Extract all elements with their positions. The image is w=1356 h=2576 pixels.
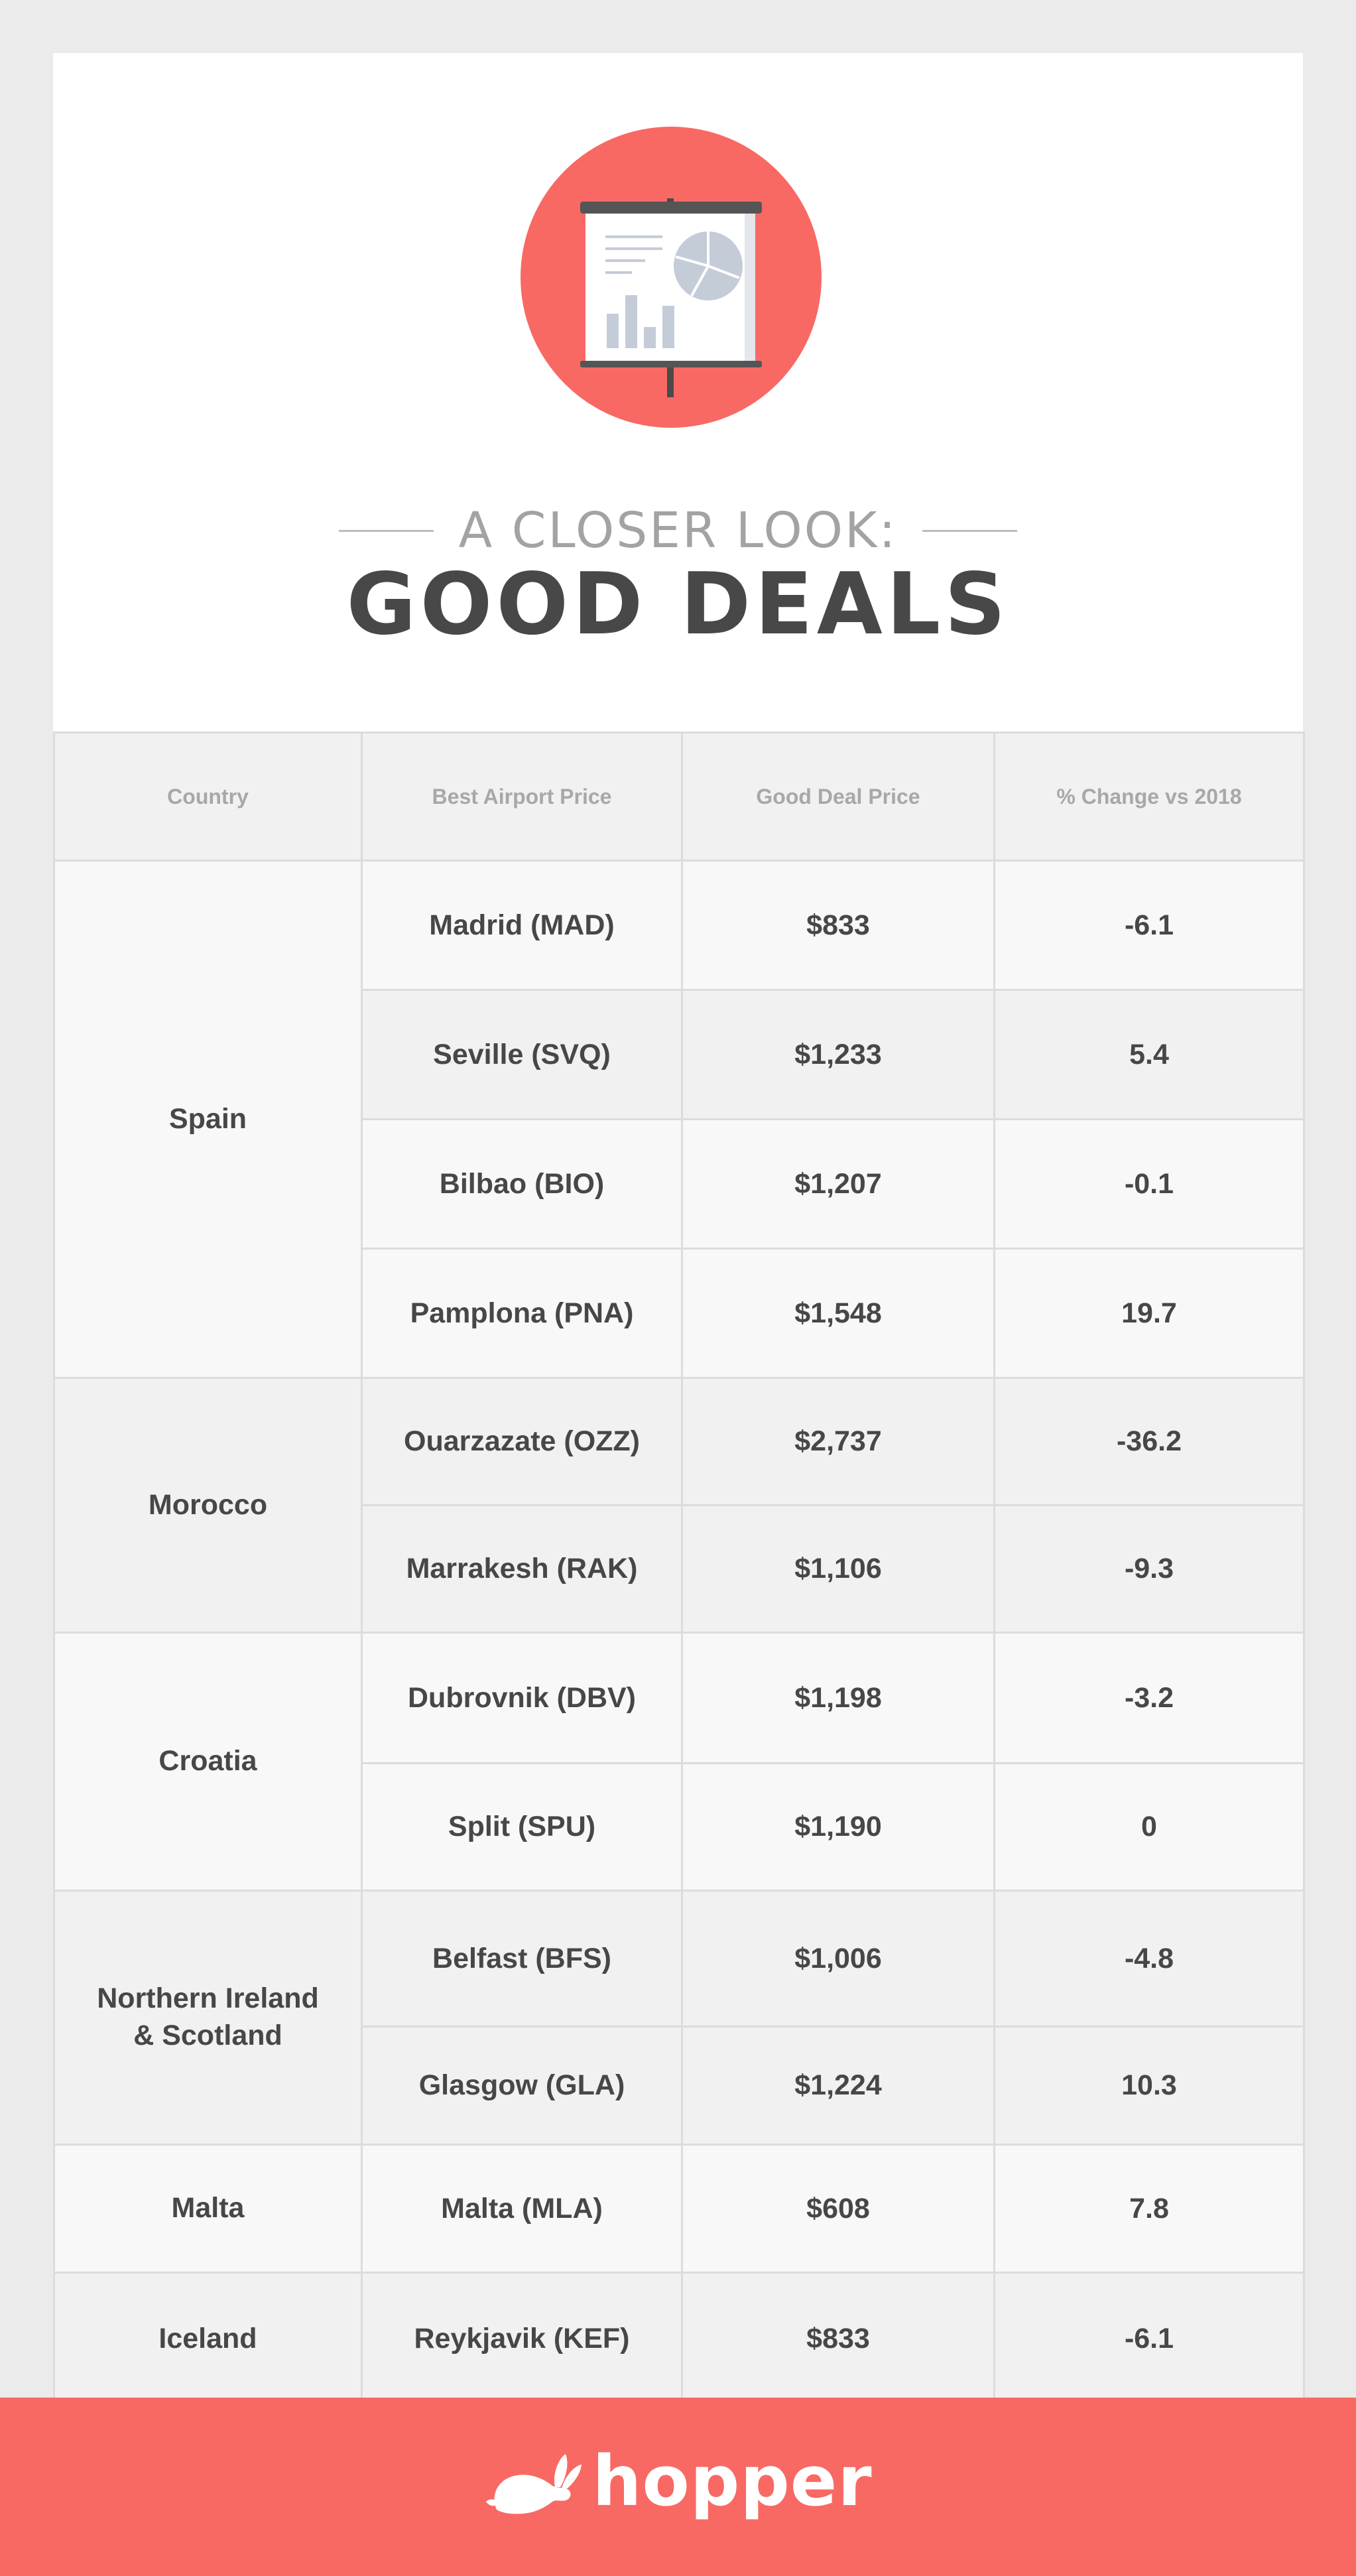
country-cell: Iceland	[54, 2273, 362, 2406]
change-cell: -36.2	[995, 1378, 1304, 1506]
price-cell: $608	[682, 2145, 995, 2273]
column-header-airport: Best Airport Price	[362, 733, 682, 861]
country-cell: Croatia	[54, 1633, 362, 1891]
table-header-row	[54, 733, 1304, 861]
table-row	[54, 1378, 1304, 1506]
country-cell: Spain	[54, 861, 362, 1378]
page-title: GOOD DEALS	[346, 555, 1010, 654]
price-cell: $2,737	[682, 1378, 995, 1506]
brand-name: hopper	[592, 2440, 873, 2522]
change-cell: -0.1	[995, 1120, 1304, 1249]
airport-cell: Dubrovnik (DBV)	[362, 1633, 682, 1764]
price-cell: $1,548	[682, 1249, 995, 1378]
table-row	[54, 861, 1304, 990]
price-cell: $1,233	[682, 990, 995, 1120]
country-cell: Morocco	[54, 1378, 362, 1633]
airport-cell: Ouarzazate (OZZ)	[362, 1378, 682, 1506]
country-cell	[54, 1891, 362, 2145]
airport-cell: Madrid (MAD)	[362, 861, 682, 990]
kicker-text: A CLOSER LOOK:	[458, 502, 898, 559]
table-row	[54, 2145, 1304, 2273]
column-header-price: Good Deal Price	[682, 733, 995, 861]
country-name-line-1: Northern Ireland	[97, 1982, 319, 2015]
column-header-change: % Change vs 2018	[995, 733, 1304, 861]
airport-cell: Split (SPU)	[362, 1764, 682, 1891]
price-cell: $1,106	[682, 1506, 995, 1633]
price-cell: $1,207	[682, 1120, 995, 1249]
airport-cell: Bilbao (BIO)	[362, 1120, 682, 1249]
change-cell: 10.3	[995, 2027, 1304, 2145]
change-cell: -6.1	[995, 861, 1304, 990]
price-cell: $833	[682, 861, 995, 990]
airport-cell: Marrakesh (RAK)	[362, 1506, 682, 1633]
change-cell: 19.7	[995, 1249, 1304, 1378]
change-cell: 5.4	[995, 990, 1304, 1120]
country-cell: Malta	[54, 2145, 362, 2273]
presentation-chart-icon	[521, 127, 822, 428]
price-cell: $833	[682, 2273, 995, 2406]
divider-right	[922, 530, 1017, 532]
footer	[0, 2398, 1356, 2576]
airport-cell: Seville (SVQ)	[362, 990, 682, 1120]
divider-left	[339, 530, 434, 532]
infographic-card	[53, 53, 1303, 2401]
airport-cell: Malta (MLA)	[362, 2145, 682, 2273]
column-header-country: Country	[54, 733, 362, 861]
price-cell: $1,224	[682, 2027, 995, 2145]
airport-cell: Pamplona (PNA)	[362, 1249, 682, 1378]
price-cell: $1,198	[682, 1633, 995, 1764]
table-row	[54, 1633, 1304, 1764]
table-row	[54, 2273, 1304, 2406]
header	[53, 53, 1303, 732]
airport-cell: Belfast (BFS)	[362, 1891, 682, 2027]
change-cell: -4.8	[995, 1891, 1304, 2027]
price-cell: $1,190	[682, 1764, 995, 1891]
airport-cell: Reykjavik (KEF)	[362, 2273, 682, 2406]
change-cell: 7.8	[995, 2145, 1304, 2273]
country-name-line-2: & Scotland	[133, 2020, 282, 2051]
change-cell: -6.1	[995, 2273, 1304, 2406]
change-cell: -3.2	[995, 1633, 1304, 1764]
deals-table	[53, 732, 1305, 2406]
change-cell: 0	[995, 1764, 1304, 1891]
brand-logo	[0, 2398, 1356, 2576]
bunny-icon	[483, 2449, 583, 2525]
change-cell: -9.3	[995, 1506, 1304, 1633]
airport-cell: Glasgow (GLA)	[362, 2027, 682, 2145]
table-row	[54, 1891, 1304, 2027]
price-cell: $1,006	[682, 1891, 995, 2027]
